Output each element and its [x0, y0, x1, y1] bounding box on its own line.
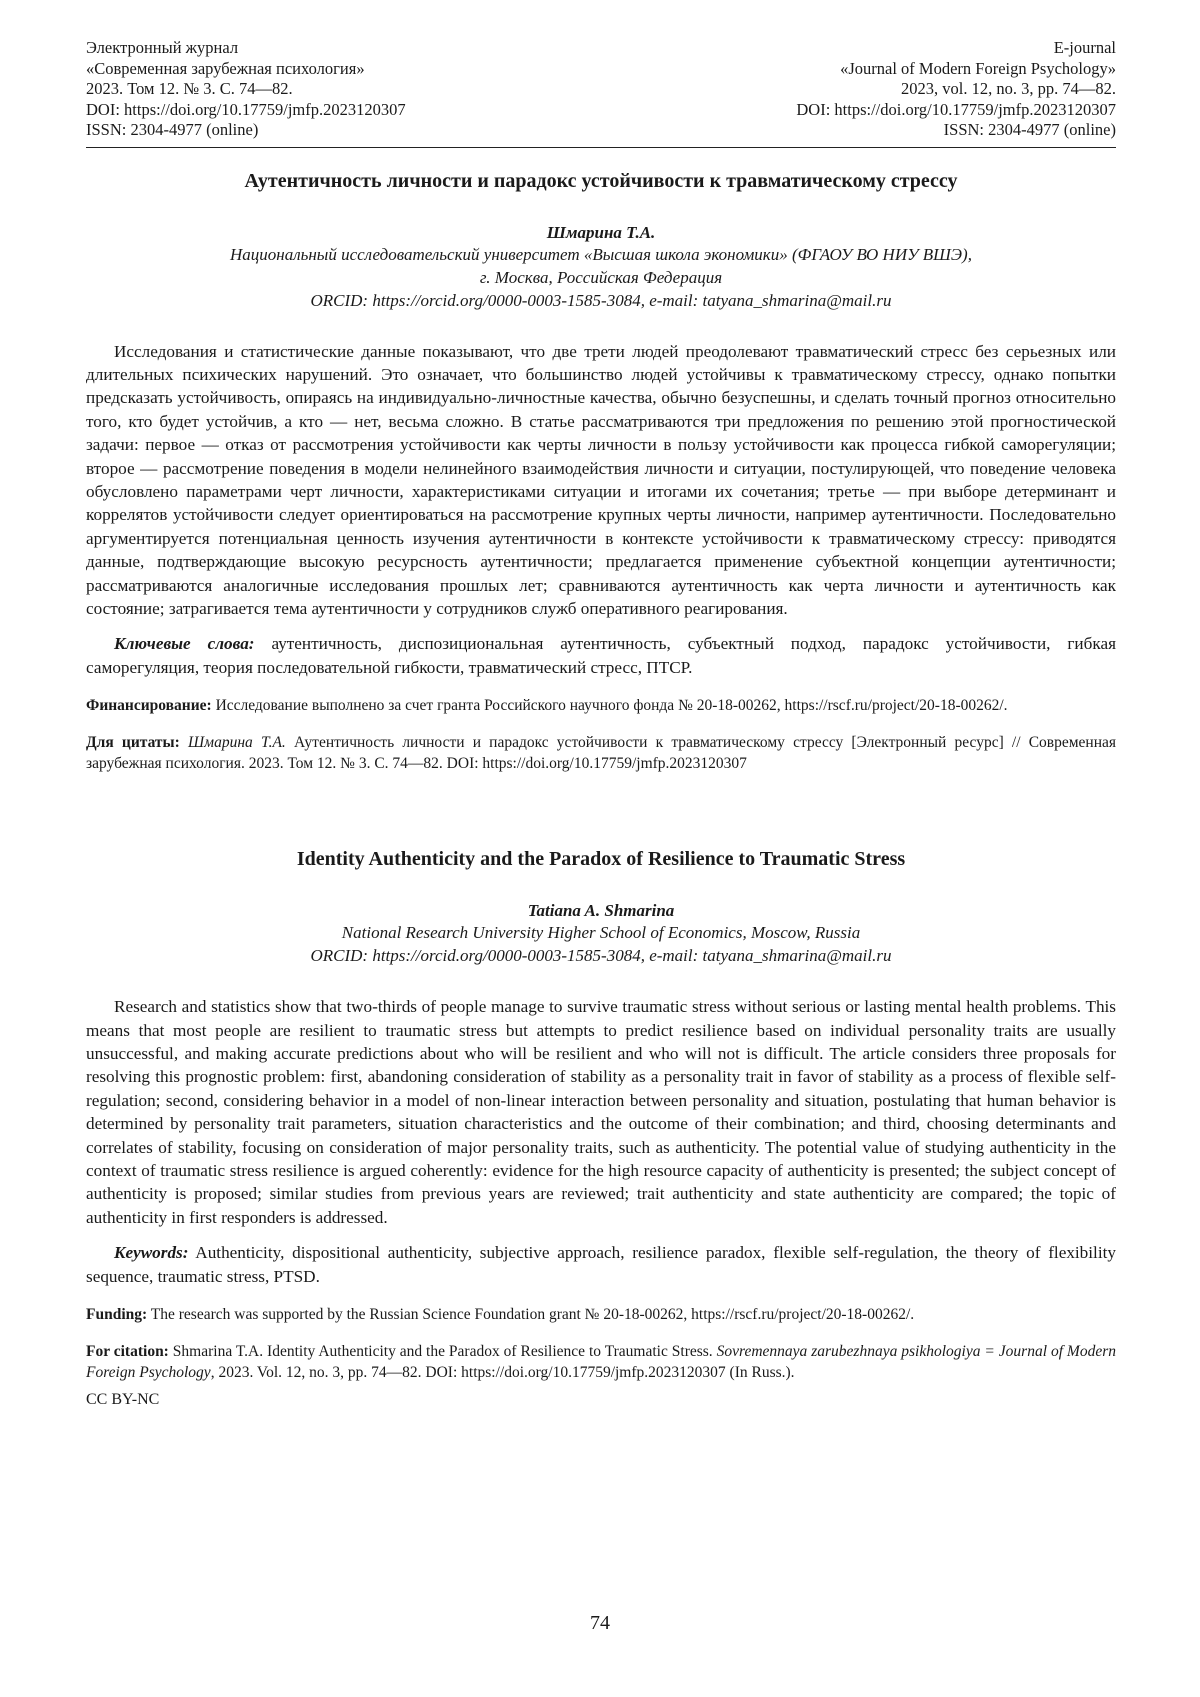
citation-en — [86, 1341, 1116, 1383]
citation-label: For citation: — [86, 1343, 169, 1361]
citation-ru — [86, 732, 1116, 774]
header-line: DOI: https://doi.org/10.17759/jmfp.2023120307 — [86, 99, 406, 119]
keywords-ru — [86, 632, 1116, 679]
page-number: 74 — [590, 1612, 610, 1634]
header-divider — [86, 147, 1116, 148]
citation-text: Shmarina T.A. Identity Authenticity and the Paradox of Resilience to Traumatic Stress. — [172, 1343, 713, 1361]
funding-label: Финансирование: — [86, 697, 212, 715]
title-en: Identity Authenticity and the Paradox of Resilience to Traumatic Stress — [296, 848, 906, 871]
keywords-label: Ключевые слова: — [114, 634, 255, 654]
funding-text: The research was supported by the Russian Science Foundation grant № 20-18-00262, https://rscf.ru/project/20-18-00262/. — [150, 1306, 915, 1324]
citation-text: Аутентичность личности и парадокс устойчивости к травматическому стрессу [Электронный ресурс] // Современная зарубежная психология. 2023. Том 12. № 3. С. 74—82. DOI: https://doi.org/10.17759/jmfp.2023120307 — [86, 734, 1117, 773]
funding-label: Funding: — [86, 1306, 148, 1324]
keywords-text: аутентичность, диспозициональная аутентичность, субъектный подход, парадокс устойчивости, гибкая саморегуляция, теория последовательной гибкости, травматический стресс, ПТСР. — [86, 634, 1117, 677]
funding-en — [86, 1304, 1116, 1325]
header-russian — [86, 38, 406, 141]
affiliation-line: National Research University Higher School of Economics, Moscow, Russia — [341, 923, 861, 943]
keywords-label: Keywords: — [114, 1243, 189, 1263]
citation-journal: Sovremennaya zarubezhnaya psikhologiya = Journal of Modern Foreign Psychology — [86, 1343, 1117, 1382]
abstract-en: Research and statistics show that two-thirds of people manage to survive traumatic stress without serious or lasting mental health problems. This means that most people are resilient to traumatic stress but attempts to predict resilience based on individual personality traits are usually unsuccessful, and making accurate predictions about who will be resilient and who will not is difficult. The article considers three proposals for resolving this prognostic problem: first, abandoning consideration of stability as a personality trait in favor of stability as a process of flexible self-regulation; second, considering behavior in a model of non-linear interaction between personality and situation, postulating that human behavior is determined by personality trait parameters, situation characteristics and the outcome of their combination; and third, choosing determinants and correlates of stability, focusing on consideration of major personality traits, such as authenticity. The potential value of studying authenticity in the context of traumatic stress resilience is argued coherently: evidence for the high resource capacity of authenticity is presented; the subject concept of authenticity is proposed; similar studies from previous years are reviewed; trait authenticity and state authenticity are compared; the topic of authenticity in first responders is addressed. — [86, 997, 1116, 1227]
keywords-en — [86, 1241, 1116, 1288]
affiliation-line: г. Москва, Российская Федерация — [479, 267, 723, 287]
author-ru: Шмарина Т.А. — [546, 222, 656, 242]
funding-text: Исследование выполнено за счет гранта Российского научного фонда № 20-18-00262, https://rscf.ru/project/20-18-00262/. — [215, 697, 1008, 715]
header-line: Электронный журнал — [86, 38, 239, 57]
affiliation-line: Национальный исследовательский университет «Высшая школа экономики» (ФГАОУ ВО НИУ ВШЭ), — [230, 244, 972, 264]
affiliation-line: ORCID: https://orcid.org/0000-0003-1585-3084, e-mail: tatyana_shmarina@mail.ru — [310, 946, 892, 966]
header-line: «Journal of Modern Foreign Psychology» — [840, 58, 1116, 78]
header-line: 2023, vol. 12, no. 3, pp. 74—82. — [901, 79, 1116, 98]
header-line: 2023. Том 12. № 3. С. 74—82. — [86, 79, 293, 98]
affiliation-en — [86, 921, 1116, 967]
affiliation-ru — [86, 243, 1116, 312]
author-en: Tatiana A. Shmarina — [527, 901, 675, 921]
affiliation-line: ORCID: https://orcid.org/0000-0003-1585-3084, e-mail: tatyana_shmarina@mail.ru — [310, 290, 892, 310]
header-line: ISSN: 2304-4977 (online) — [86, 120, 259, 139]
journal-header — [86, 38, 1116, 141]
header-line: DOI: https://doi.org/10.17759/jmfp.2023120307 — [796, 99, 1116, 119]
header-line: «Современная зарубежная психология» — [86, 58, 365, 78]
title-ru: Аутентичность личности и парадокс устойчивости к травматическому стрессу — [244, 169, 958, 192]
article-page — [86, 38, 1116, 1409]
abstract-ru: Исследования и статистические данные показывают, что две трети людей преодолевают травматический стресс без серьезных или длительных психических нарушений. Это означает, что большинство людей устойчивы к травматическому стрессу, однако попытки предсказать устойчивость, опираясь на индивидуально-личностные качества, обычно безуспешны, и сделать точный прогноз относительно того, кто будет устойчив, а кто — нет, весьма сложно. В статье рассматриваются три предложения по решению этой прогностической задачи: первое — отказ от рассмотрения устойчивости как черты личности в пользу устойчивости как процесса гибкой саморегуляции; второе — рассмотрение поведения в модели нелинейного взаимодействия личности и ситуации, постулирующей, что поведение человека обусловлено параметрами черт личности, характеристиками ситуации и итогами их сочетания; третье — при выборе детерминант и коррелятов устойчивости следует ориентироваться на рассмотрение крупных черты личности, например аутентичности. Последовательно аргументируется потенциальная ценность изучения аутентичности в контексте устойчивости к травматическому стрессу: приводятся данные, подтверждающие высокую ресурсность аутентичности; предлагается применение субъектной концепции аутентичности; рассматриваются аналогичные исследования прошлых лет; сравниваются аутентичность как черта личности и аутентичность как состояние; затрагивается тема аутентичности у сотрудников служб оперативного реагирования. — [86, 341, 1116, 618]
citation-label: Для цитаты: — [86, 734, 180, 752]
header-line: E-journal — [1053, 38, 1116, 57]
funding-ru — [86, 695, 1116, 716]
license: CC BY-NC — [86, 1391, 160, 1409]
keywords-text: Authenticity, dispositional authenticity, subjective approach, resilience paradox, flexible self-regulation, the theory of flexibility sequence, traumatic stress, PTSD. — [86, 1243, 1116, 1286]
citation-tail: , 2023. Vol. 12, no. 3, pp. 74—82. DOI: https://doi.org/10.17759/jmfp.2023120307 (In Russ.). — [210, 1364, 795, 1382]
header-line: ISSN: 2304-4977 (online) — [943, 120, 1116, 139]
citation-author: Шмарина Т.А. — [188, 734, 286, 752]
header-english — [796, 38, 1116, 141]
